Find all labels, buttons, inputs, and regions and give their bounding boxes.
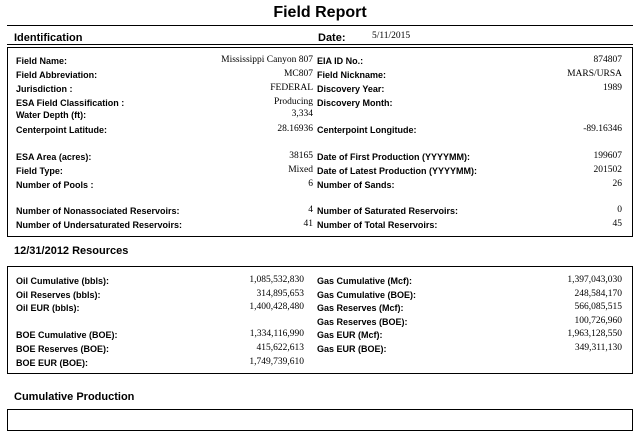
field-nickname-value: MARS/URSA (567, 69, 622, 79)
oil-cumulative-value: 1,085,532,830 (249, 275, 304, 285)
identification-box (7, 47, 633, 237)
gas-eur-mcf-value: 1,963,128,550 (567, 329, 622, 339)
jurisdiction-value: FEDERAL (270, 83, 313, 93)
gas-cumulative-boe-value: 248,584,170 (574, 289, 622, 299)
esa-area-value: 38165 (289, 151, 313, 161)
oil-eur-value: 1,400,428,480 (249, 302, 304, 312)
gas-eur-boe-value: 349,311,130 (574, 343, 622, 353)
field-nickname-label: Field Nickname: (317, 70, 387, 80)
latest-production-date-value: 201502 (593, 165, 622, 175)
jurisdiction-label: Jurisdiction : (16, 84, 73, 94)
number-of-pools-label: Number of Pools : (16, 180, 94, 190)
oil-eur-label: Oil EUR (bbls): (16, 303, 80, 313)
gas-eur-mcf-label: Gas EUR (Mcf): (317, 330, 383, 340)
centerpoint-latitude-label: Centerpoint Latitude: (16, 125, 107, 135)
esa-area-label: ESA Area (acres): (16, 152, 92, 162)
gas-cumulative-mcf-value: 1,397,043,030 (567, 275, 622, 285)
field-abbreviation-label: Field Abbreviation: (16, 70, 98, 80)
field-type-label: Field Type: (16, 166, 63, 176)
title-divider (7, 25, 633, 26)
discovery-year-value: 1989 (603, 83, 622, 93)
undersaturated-reservoirs-label: Number of Undersaturated Reservoirs: (16, 220, 183, 230)
gas-reserves-boe-label: Gas Reserves (BOE): (317, 317, 408, 327)
boe-eur-value: 1,749,739,610 (249, 357, 304, 367)
gas-cumulative-boe-label: Gas Cumulative (BOE): (317, 290, 417, 300)
identification-heading: Identification (14, 32, 83, 44)
first-production-date-label: Date of First Production (YYYYMM): (317, 152, 470, 162)
centerpoint-longitude-value: -89.16346 (583, 124, 622, 134)
identification-underline (7, 44, 633, 45)
number-of-pools-value: 6 (308, 179, 313, 189)
date-label: Date: (318, 32, 346, 44)
centerpoint-latitude-value: 28.16936 (277, 124, 313, 134)
resources-heading: 12/31/2012 Resources (14, 245, 129, 257)
cumulative-production-heading: Cumulative Production (14, 391, 135, 403)
total-reservoirs-value: 45 (612, 219, 622, 229)
gas-reserves-mcf-value: 566,085,515 (574, 302, 622, 312)
gas-eur-boe-label: Gas EUR (BOE): (317, 344, 387, 354)
saturated-reservoirs-value: 0 (617, 205, 622, 215)
total-reservoirs-label: Number of Total Reservoirs: (317, 220, 438, 230)
field-type-value: Mixed (288, 165, 313, 175)
centerpoint-longitude-label: Centerpoint Longitude: (317, 125, 417, 135)
saturated-reservoirs-label: Number of Saturated Reservoirs: (317, 206, 459, 216)
oil-reserves-value: 314,895,653 (256, 289, 304, 299)
field-name-label: Field Name: (16, 56, 68, 66)
gas-reserves-boe-value: 100,726,960 (574, 316, 622, 326)
nonassociated-reservoirs-label: Number of Nonassociated Reservoirs: (16, 206, 180, 216)
gas-cumulative-mcf-label: Gas Cumulative (Mcf): (317, 276, 413, 286)
date-value: 5/11/2015 (372, 31, 411, 41)
boe-cumulative-value: 1,334,116,990 (249, 329, 304, 339)
discovery-month-label: Discovery Month: (317, 98, 393, 108)
oil-reserves-label: Oil Reserves (bbls): (16, 290, 101, 300)
water-depth-label: Water Depth (ft): (16, 110, 87, 120)
field-name-value: Mississippi Canyon 807 (221, 55, 313, 65)
resources-box (7, 266, 633, 374)
esa-field-classification-label: ESA Field Classification : (16, 98, 125, 108)
first-production-date-value: 199607 (593, 151, 622, 161)
report-title: Field Report (273, 4, 367, 21)
number-of-sands-label: Number of Sands: (317, 180, 395, 190)
oil-cumulative-label: Oil Cumulative (bbls): (16, 276, 110, 286)
eia-id-label: EIA ID No.: (317, 56, 364, 66)
latest-production-date-label: Date of Latest Production (YYYYMM): (317, 166, 478, 176)
boe-cumulative-label: BOE Cumulative (BOE): (16, 330, 118, 340)
boe-reserves-value: 415,622,613 (256, 343, 304, 353)
undersaturated-reservoirs-value: 41 (303, 219, 313, 229)
gas-reserves-mcf-label: Gas Reserves (Mcf): (317, 303, 404, 313)
eia-id-value: 874807 (593, 55, 622, 65)
esa-field-classification-value: Producing (273, 97, 313, 107)
field-abbreviation-value: MC807 (283, 69, 313, 79)
number-of-sands-value: 26 (612, 179, 622, 189)
boe-reserves-label: BOE Reserves (BOE): (16, 344, 110, 354)
water-depth-value: 3,334 (291, 109, 313, 119)
discovery-year-label: Discovery Year: (317, 84, 385, 94)
boe-eur-label: BOE EUR (BOE): (16, 358, 88, 368)
cumulative-production-box (7, 409, 633, 431)
nonassociated-reservoirs-value: 4 (308, 205, 313, 215)
